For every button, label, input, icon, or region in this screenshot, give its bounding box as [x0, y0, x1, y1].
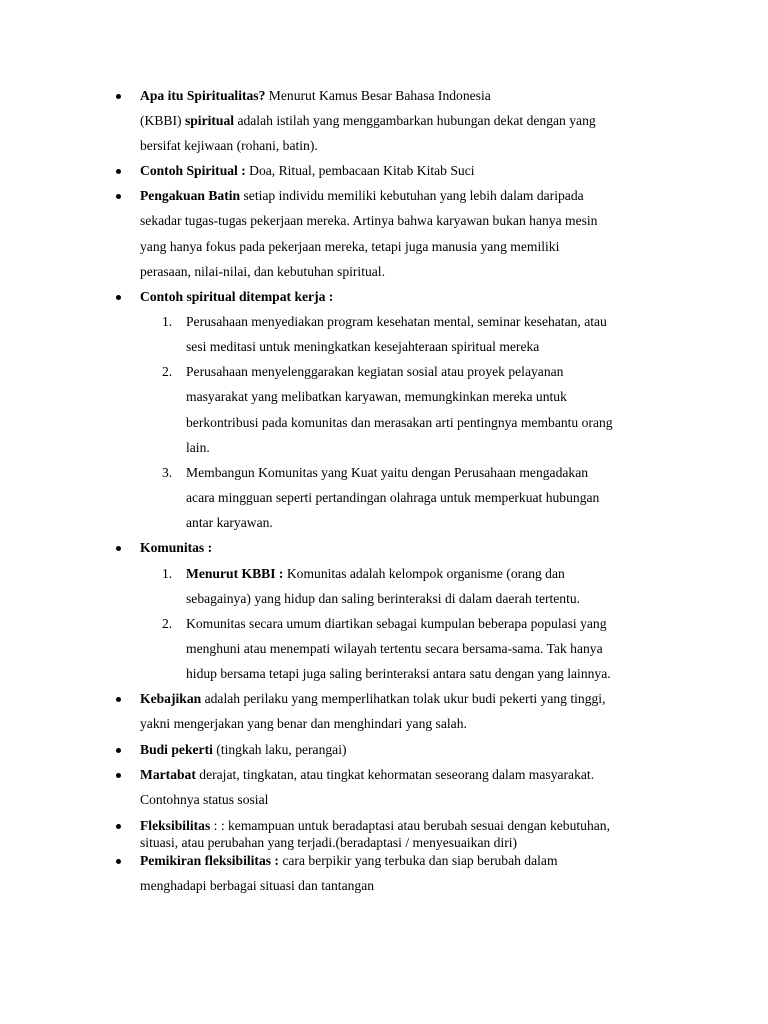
tempat-kerja-heading — [140, 289, 333, 305]
bullet-icon — [116, 697, 121, 702]
martabat-line-2: Contohnya status sosial — [140, 792, 269, 807]
text: (KBBI) — [140, 113, 185, 128]
kebajikan-line-1 — [140, 691, 605, 707]
fleksibilitas-line-2: situasi, atau perubahan yang terjadi.(beradaptasi / menyesuaikan diri) — [140, 835, 518, 850]
spiritualitas-line-3: bersifat kejiwaan (rohani, batin). — [140, 138, 318, 153]
list-number: 2. — [162, 364, 173, 379]
spiritualitas-line-2 — [140, 113, 596, 129]
term: Contoh Spiritual : — [140, 163, 246, 178]
contoh-spiritual-line — [140, 163, 475, 179]
text: derajat, tingkatan, atau tingkat kehormatan seseorang dalam masyarakat. — [195, 767, 595, 782]
term: Contoh spiritual ditempat kerja : — [140, 289, 334, 304]
pengakuan-line-4: perasaan, nilai-nilai, dan kebutuhan spiritual. — [140, 264, 385, 279]
text: cara berpikir yang terbuka dan siap berubah dalam — [278, 853, 558, 868]
term: spiritual — [184, 113, 235, 128]
term: Budi pekerti — [140, 742, 213, 757]
term: Kebajikan — [140, 691, 202, 706]
text: Komunitas adalah kelompok organisme (orang dan — [283, 566, 565, 581]
list-item-line: menghuni atau menempati wilayah tertentu secara bersama-sama. Tak hanya — [186, 641, 603, 656]
bullet-icon — [116, 748, 121, 753]
text: adalah perilaku yang memperlihatkan tolak ukur budi pekerti yang tinggi, — [201, 691, 606, 706]
term: Menurut KBBI : — [186, 566, 284, 581]
bullet-icon — [116, 169, 121, 174]
list-item-line: sebagainya) yang hidup dan saling berinteraksi di dalam daerah tertentu. — [186, 591, 581, 606]
list-item-line: Membangun Komunitas yang Kuat yaitu dengan Perusahaan mengadakan — [186, 465, 589, 480]
bullet-icon — [116, 859, 121, 864]
list-item-line: sesi meditasi untuk meningkatkan kesejahteraan spiritual mereka — [186, 339, 540, 354]
list-item-line: Perusahaan menyediakan program kesehatan mental, seminar kesehatan, atau — [186, 314, 607, 329]
list-item-line: lain. — [186, 440, 210, 455]
fleksibilitas-line-1 — [140, 818, 610, 834]
budi-pekerti-line — [140, 742, 347, 758]
term: Fleksibilitas — [140, 818, 211, 833]
pengakuan-line-3: yang hanya fokus pada pekerjaan mereka, tetapi juga manusia yang memiliki — [140, 239, 560, 254]
list-item-line: hidup bersama tetapi juga saling berinteraksi antara satu dengan yang lainnya. — [186, 666, 611, 681]
term: Pengakuan Batin — [140, 188, 241, 203]
term: Pemikiran fleksibilitas : — [140, 853, 279, 868]
term: Martabat — [140, 767, 196, 782]
list-item-line: Perusahaan menyelenggarakan kegiatan sosial atau proyek pelayanan — [186, 364, 564, 379]
list-item-line: masyarakat yang melibatkan karyawan, memungkinkan mereka untuk — [186, 389, 567, 404]
pengakuan-line-1 — [140, 188, 584, 204]
bullet-icon — [116, 824, 121, 829]
text: : : kemampuan untuk beradaptasi atau berubah sesuai dengan kebutuhan, — [210, 818, 611, 833]
pemikiran-line-2: menghadapi berbagai situasi dan tantangan — [140, 878, 375, 893]
kebajikan-line-2: yakni mengerjakan yang benar dan menghindari yang salah. — [140, 716, 467, 731]
text: (tingkah laku, perangai) — [212, 742, 347, 757]
list-number: 1. — [162, 314, 173, 329]
komunitas-heading — [140, 540, 212, 556]
bullet-icon — [116, 295, 121, 300]
spiritualitas-line-1 — [140, 88, 491, 104]
list-number: 1. — [162, 566, 173, 581]
list-item-line — [186, 566, 565, 582]
text: adalah istilah yang menggambarkan hubungan dekat dengan yang — [234, 113, 596, 128]
bullet-icon — [116, 94, 121, 99]
bullet-icon — [116, 773, 121, 778]
list-item-line: Komunitas secara umum diartikan sebagai kumpulan beberapa populasi yang — [186, 616, 607, 631]
text: Menurut Kamus Besar Bahasa Indonesia — [265, 88, 491, 103]
list-item-line: berkontribusi pada komunitas dan merasakan arti pentingnya membantu orang — [186, 415, 613, 430]
text: Doa, Ritual, pembacaan Kitab Kitab Suci — [245, 163, 475, 178]
term: Apa itu Spiritualitas? — [140, 88, 266, 103]
list-item-line: antar karyawan. — [186, 515, 273, 530]
pengakuan-line-2: sekadar tugas-tugas pekerjaan mereka. Artinya bahwa karyawan bukan hanya mesin — [140, 213, 598, 228]
term: Komunitas : — [140, 540, 213, 555]
list-item-line: acara mingguan seperti pertandingan olahraga untuk memperkuat hubungan — [186, 490, 600, 505]
pemikiran-line-1 — [140, 853, 558, 869]
martabat-line-1 — [140, 767, 594, 783]
bullet-icon — [116, 546, 121, 551]
text: setiap individu memiliki kebutuhan yang lebih dalam daripada — [240, 188, 584, 203]
list-number: 2. — [162, 616, 173, 631]
list-number: 3. — [162, 465, 173, 480]
bullet-icon — [116, 194, 121, 199]
